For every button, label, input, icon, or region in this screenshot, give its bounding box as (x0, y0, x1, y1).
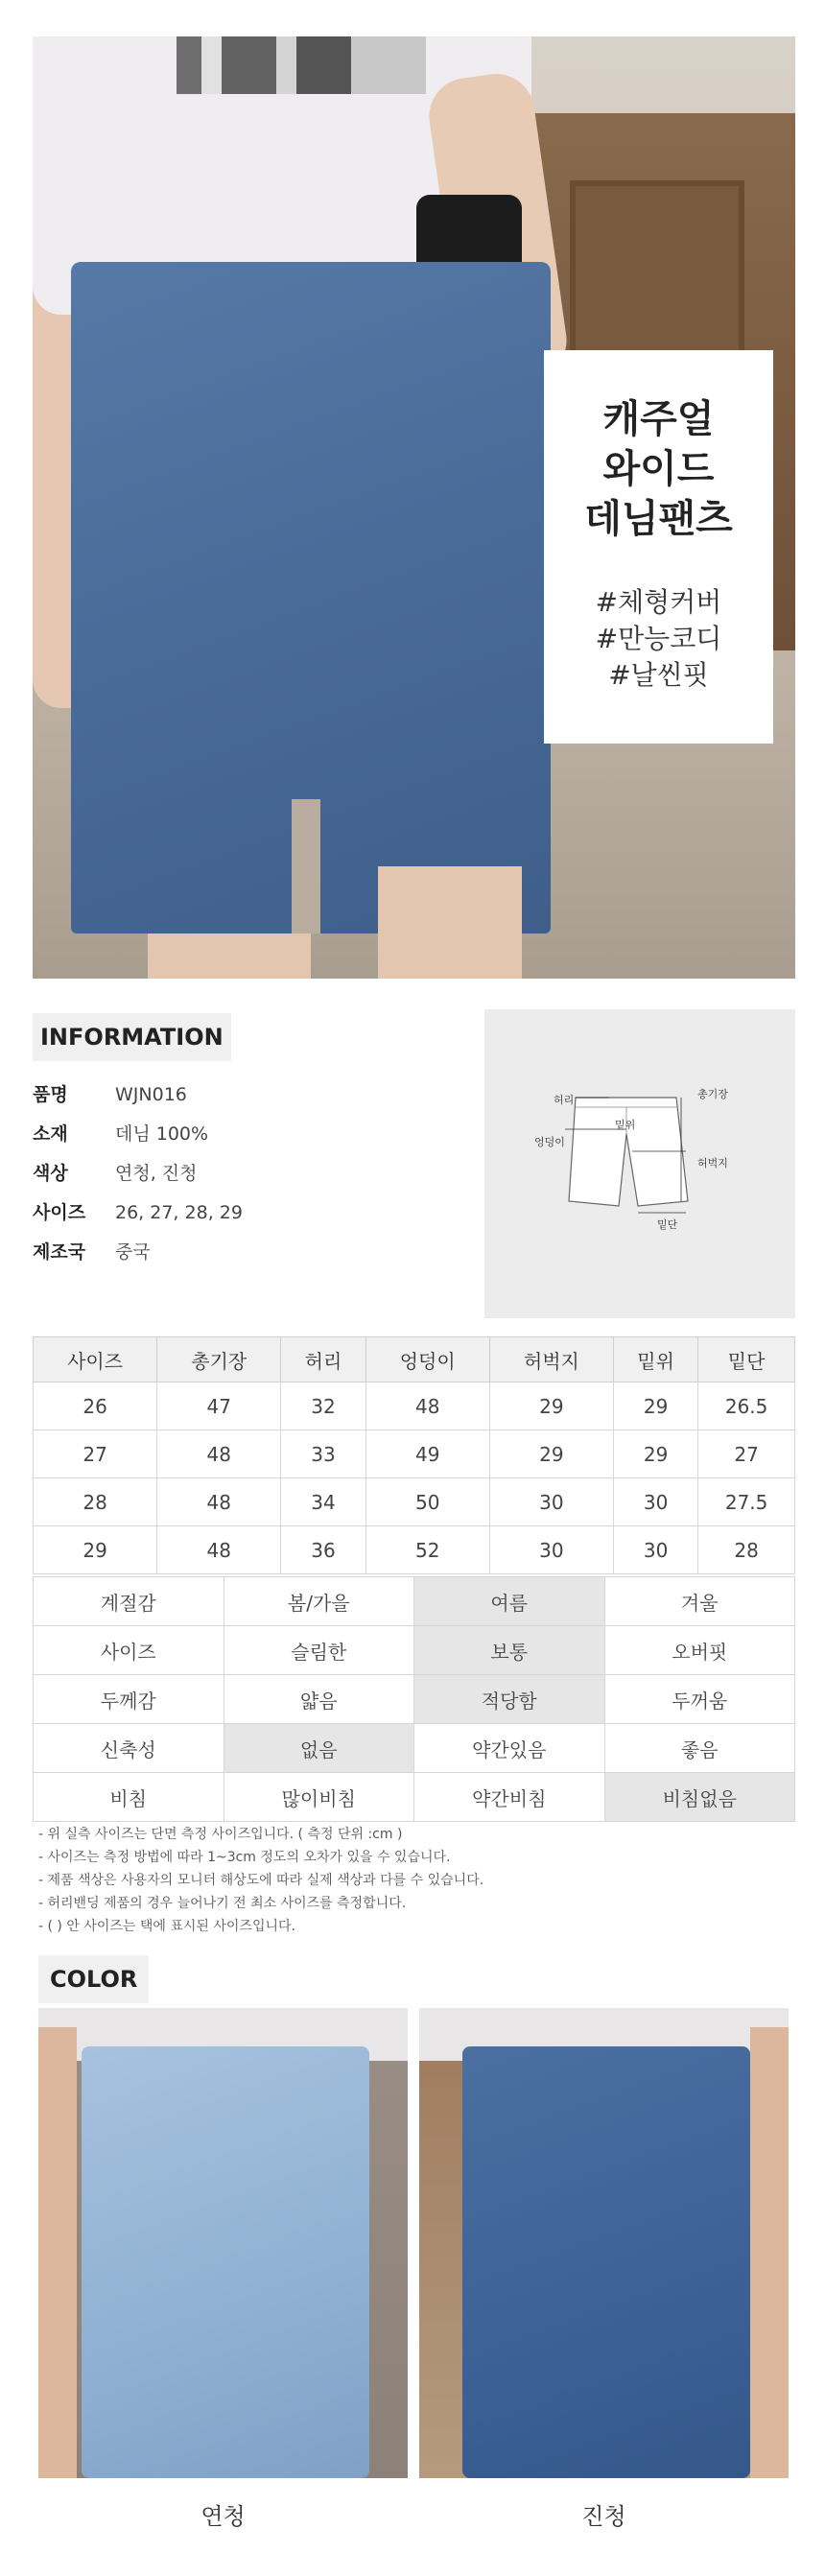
size-table-header (34, 1337, 795, 1383)
table-cell: 29 (489, 1383, 613, 1430)
table-row (34, 1383, 795, 1430)
table-row (34, 1526, 795, 1574)
info-row (33, 1121, 208, 1147)
table-cell: 52 (365, 1526, 489, 1574)
feel-label: 비침 (34, 1773, 224, 1822)
column-header: 사이즈 (34, 1337, 157, 1383)
feel-option: 겨울 (604, 1577, 795, 1626)
table-cell: 48 (365, 1383, 489, 1430)
table-cell: 29 (613, 1430, 697, 1478)
column-header: 허리 (281, 1337, 365, 1383)
hero-tag: #날씬핏 (608, 659, 709, 691)
note-line: - 사이즈는 측정 방법에 따라 1~3cm 정도의 오차가 있을 수 있습니다. (38, 1850, 451, 1865)
info-value: 데님 100% (115, 1123, 209, 1145)
info-value: 연청, 진청 (115, 1163, 198, 1184)
info-row (33, 1199, 243, 1226)
table-cell: 32 (281, 1383, 365, 1430)
hero-title-line: 와이드 (602, 447, 715, 491)
feel-row (34, 1675, 795, 1724)
feel-row (34, 1626, 795, 1675)
note-line: - 제품 색상은 사용자의 모니터 해상도에 따라 실제 색상과 다를 수 있습니다. (38, 1873, 484, 1888)
model-arm (750, 2027, 789, 2478)
table-cell: 30 (613, 1526, 697, 1574)
note-line: - 위 실측 사이즈는 단면 측정 사이즈입니다. ( 측정 단위 :cm ) (38, 1827, 403, 1842)
fit-feel-table (33, 1576, 795, 1822)
table-cell: 33 (281, 1430, 365, 1478)
table-cell: 48 (157, 1430, 281, 1478)
diagram-label-rise: 밑위 (615, 1119, 636, 1131)
hero-title (544, 394, 773, 544)
info-key: 제조국 (33, 1241, 86, 1263)
hero-tag: #체형커버 (595, 586, 722, 618)
feel-label: 신축성 (34, 1724, 224, 1773)
table-cell: 50 (365, 1478, 489, 1526)
denim-shorts-dark (462, 2046, 750, 2478)
table-row (34, 1430, 795, 1478)
table-cell: 47 (157, 1383, 281, 1430)
table-cell: 30 (613, 1478, 697, 1526)
color-photo-dark (419, 2008, 789, 2478)
feel-option: 약간있음 (414, 1724, 605, 1773)
color-photo-light (38, 2008, 408, 2478)
size-table (33, 1336, 795, 1574)
feel-option: 슬림한 (224, 1626, 414, 1675)
table-cell: 29 (489, 1430, 613, 1478)
feel-option: 봄/가을 (224, 1577, 414, 1626)
table-cell: 26.5 (698, 1383, 795, 1430)
table-cell: 34 (281, 1478, 365, 1526)
feel-option-selected: 비침없음 (604, 1773, 795, 1822)
color-caption-dark: 진청 (581, 2503, 626, 2530)
table-cell: 49 (365, 1430, 489, 1478)
hero-title-line: 캐주얼 (602, 397, 715, 441)
model-arm (38, 2027, 77, 2478)
size-notes (38, 1823, 787, 1938)
diagram-label-hem: 밑단 (657, 1218, 678, 1231)
feel-label: 사이즈 (34, 1626, 224, 1675)
info-key: 색상 (33, 1163, 68, 1184)
shorts-outline-icon (484, 1009, 795, 1318)
color-heading: COLOR (38, 1955, 149, 2003)
table-cell: 26 (34, 1383, 157, 1430)
column-header: 엉덩이 (365, 1337, 489, 1383)
information-heading: INFORMATION (33, 1013, 231, 1061)
column-header: 밑단 (698, 1337, 795, 1383)
info-key: 사이즈 (33, 1202, 86, 1223)
table-cell: 28 (698, 1526, 795, 1574)
table-cell: 36 (281, 1526, 365, 1574)
diagram-label-length: 총기장 (697, 1088, 728, 1100)
hero-title-card (544, 350, 773, 744)
table-cell: 27 (34, 1430, 157, 1478)
column-header: 총기장 (157, 1337, 281, 1383)
info-row (33, 1239, 151, 1265)
denim-shorts-light (82, 2046, 369, 2478)
note-line: - 허리밴딩 제품의 경우 늘어나기 전 최소 사이즈를 측정합니다. (38, 1896, 407, 1911)
table-cell: 30 (489, 1526, 613, 1574)
info-value: WJN016 (115, 1084, 187, 1105)
table-cell: 29 (34, 1526, 157, 1574)
feel-option: 약간비침 (414, 1773, 605, 1822)
column-header: 밑위 (613, 1337, 697, 1383)
feel-option-selected: 보통 (414, 1626, 605, 1675)
feel-row (34, 1724, 795, 1773)
table-row (34, 1478, 795, 1526)
feel-option-selected: 없음 (224, 1724, 414, 1773)
shirt-print (177, 36, 426, 94)
feel-option-selected: 여름 (414, 1577, 605, 1626)
info-key: 소재 (33, 1123, 68, 1145)
diagram-label-hip: 엉덩이 (534, 1136, 565, 1148)
feel-option-selected: 적당함 (414, 1675, 605, 1724)
denim-shorts (71, 262, 551, 934)
info-value: 중국 (115, 1241, 151, 1263)
table-cell: 48 (157, 1526, 281, 1574)
feel-option: 많이비침 (224, 1773, 414, 1822)
feel-option: 오버핏 (604, 1626, 795, 1675)
size-diagram (484, 1009, 795, 1318)
hero-tags (544, 584, 773, 694)
table-cell: 27.5 (698, 1478, 795, 1526)
feel-row (34, 1773, 795, 1822)
feel-option: 얇음 (224, 1675, 414, 1724)
hero-tag: #만능코디 (595, 623, 722, 654)
note-line: - ( ) 안 사이즈는 택에 표시된 사이즈입니다. (38, 1919, 295, 1934)
info-row (33, 1081, 187, 1108)
table-cell: 28 (34, 1478, 157, 1526)
table-cell: 30 (489, 1478, 613, 1526)
feel-row (34, 1577, 795, 1626)
table-cell: 27 (698, 1430, 795, 1478)
info-value: 26, 27, 28, 29 (115, 1202, 243, 1223)
column-header: 허벅지 (489, 1337, 613, 1383)
model-leg-left (148, 934, 311, 979)
info-key: 품명 (33, 1084, 68, 1105)
color-caption-light: 연청 (200, 2503, 246, 2530)
diagram-label-thigh: 허벅지 (697, 1157, 728, 1170)
model-leg-right (378, 866, 522, 979)
feel-label: 계절감 (34, 1577, 224, 1626)
info-row (33, 1160, 198, 1187)
diagram-label-waist: 허리 (554, 1094, 575, 1106)
feel-label: 두께감 (34, 1675, 224, 1724)
table-cell: 48 (157, 1478, 281, 1526)
feel-option: 좋음 (604, 1724, 795, 1773)
hero-title-line: 데님팬츠 (584, 497, 733, 541)
table-cell: 29 (613, 1383, 697, 1430)
feel-option: 두꺼움 (604, 1675, 795, 1724)
